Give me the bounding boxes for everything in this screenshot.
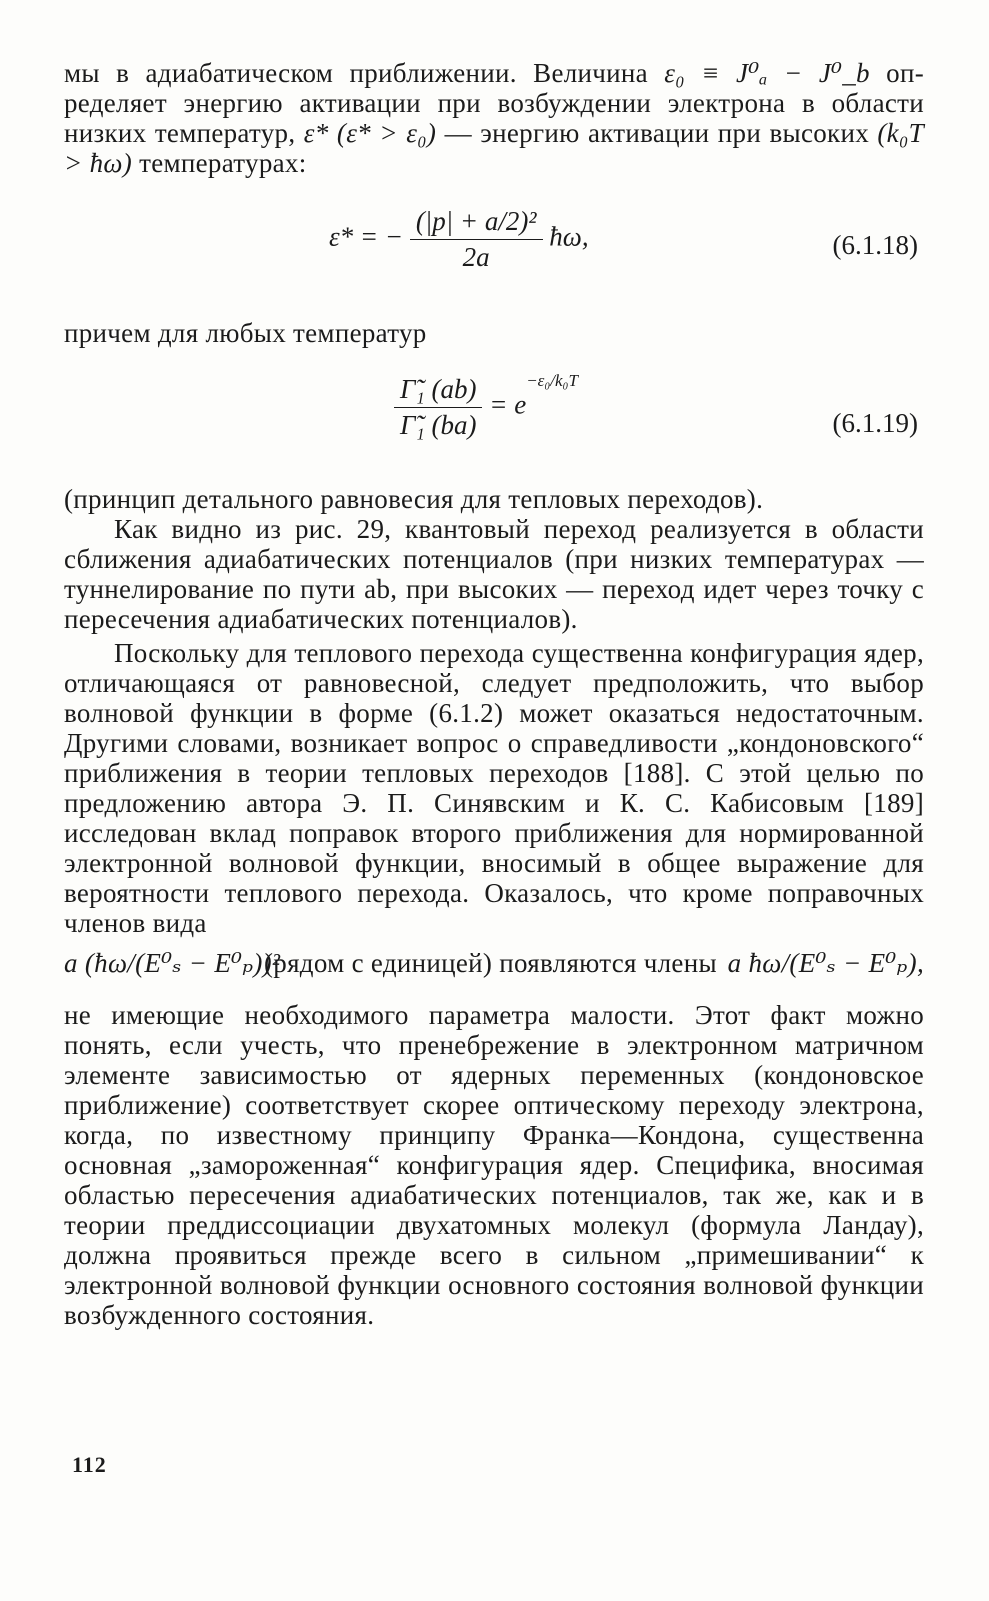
eq19-exponent: −ε₀/k₀T — [526, 370, 578, 390]
eq18-denominator: 2a — [462, 242, 490, 272]
eq19-numerator: Γ̃₁ (ab) — [394, 374, 482, 408]
intro-text-a: мы в адиабатическом приближении. Величина — [64, 58, 648, 88]
eq18-fraction — [410, 206, 543, 273]
inline-terms-line — [64, 938, 924, 1000]
paragraph-principle: (принцип детального равновесия для тепловых переходов). — [64, 484, 764, 514]
equation-6-1-19 — [64, 348, 924, 488]
high-temp-condition: (k₀T > ħω) — [64, 118, 924, 178]
page-body — [64, 58, 924, 1330]
intro-text-d: температурах: — [139, 148, 307, 178]
eq18-numerator: (|p| + a/2)² — [410, 206, 543, 240]
paragraph-main-2: не имеющие необходимого параметра малости. Этот факт можно понять, если учесть, что пренебрежение в электронном матричном элементе зависимостью от ядерных переменных (кондоновское приближение) соответствует скорее оптическому переходу электрона, когда, по известному принципу Франка—Кондона, существенна основная „замороженная“ конфигурация ядер. Специфика, вносимая областью пересечения адиабатических потенциалов, так же, как и в теории преддиссоциации двухатомных молекул (формула Ландау), должна проявиться прежде всего в сильном „примешивании“ к электронной волновой функции основного состояния волновой функции возбужденного состояния. — [64, 1000, 924, 1330]
eps-star-condition: ε* (ε* > ε₀) — [303, 118, 437, 148]
eq19-number: (6.1.19) — [832, 408, 918, 438]
inline-term-1: a (ħω/(E⁰ₛ − E⁰ₚ))² — [64, 948, 281, 978]
paragraph-main-1: Поскольку для теплового перехода существенна конфигурация ядер, отличающаяся от равновесной, следует предположить, что выбор волновой функции в форме (6.1.2) может оказаться недостаточным. Другими словами, возникает вопрос о справедливости „кондоновского“ приближения в теории тепловых переходов [188]. С этой целью по предложению автора Э. П. Синявским и К. С. Кабисовым [189] исследован вклад поправок второго приближения для нормированной электронной волновой функции, вносимый в общее выражение для вероятности теплового перехода. Оказалось, что кроме поправочных членов вида — [64, 638, 924, 938]
page-number: 112 — [72, 1452, 107, 1477]
eq19-rhs: = e — [489, 389, 527, 420]
paragraph-temps: причем для любых температур — [64, 318, 427, 348]
inline-term-2: a ħω/(E⁰ₛ − E⁰ₚ), — [727, 948, 924, 978]
eq19-fraction — [394, 374, 482, 441]
eq18-lhs: ε* = − — [329, 221, 404, 252]
equation-6-1-18 — [64, 178, 924, 310]
intro-text-c: — энергию активации при высоких — [444, 118, 869, 148]
eq19-denominator: Γ̃₁ (ba) — [400, 410, 477, 440]
paragraph-figure-ref: Как видно из рис. 29, квантовый переход реализуется в области сближения адиабатических потенциалов (при низких температурах — туннелирование по пути ab, при высоких — переход идет через точку c пересечения адиабатических потенциалов). — [64, 514, 924, 634]
inline-middle-text: (рядом с единицей) появляются члены — [264, 948, 717, 978]
eq18-number: (6.1.18) — [832, 230, 918, 260]
paragraph-intro — [64, 58, 924, 178]
eq18-factor: ħω, — [549, 221, 589, 252]
eps0-definition: ε₀ ≡ J⁰ₐ − J⁰_b — [664, 58, 870, 88]
intro-text-b: оп-ределяет энергию активации при возбуждении электрона в области низких температур, — [64, 58, 924, 148]
